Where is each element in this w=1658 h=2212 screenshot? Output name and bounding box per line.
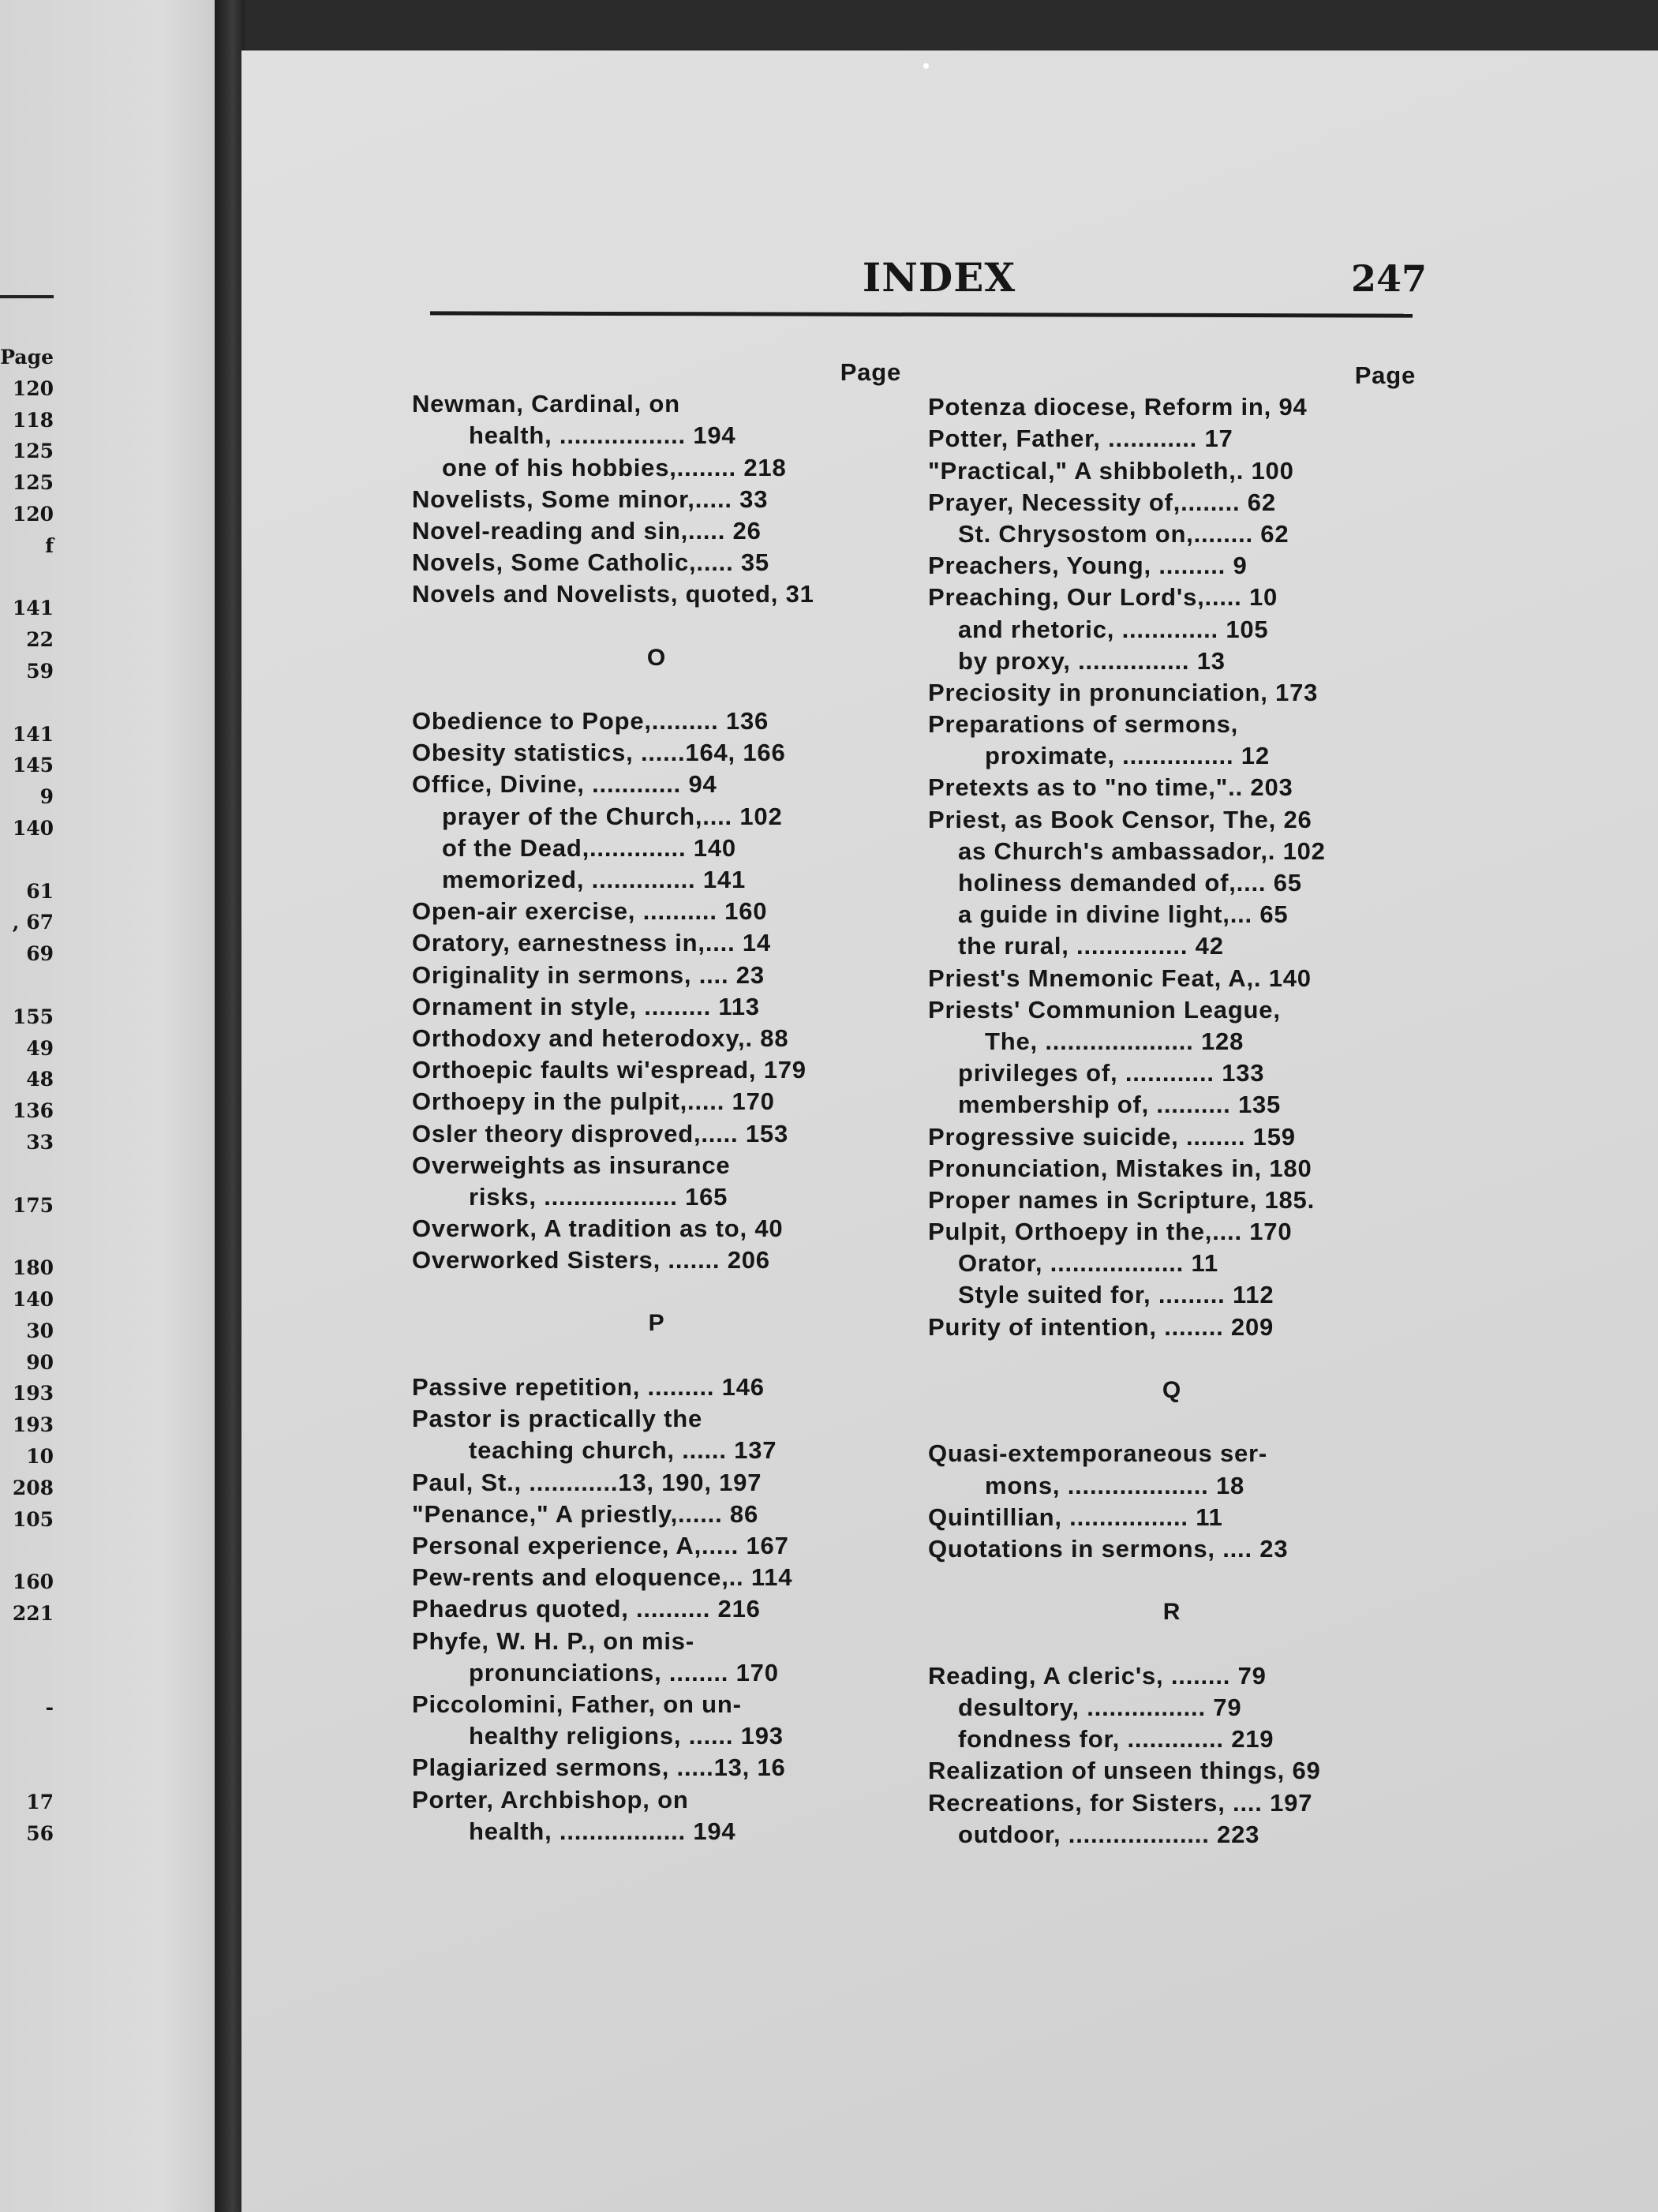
index-entry: Progressive suicide, ........ 159 — [928, 1122, 1296, 1151]
index-entry: Office, Divine, ............ 94 — [412, 770, 717, 799]
index-entry: "Penance," A priestly,...... 86 — [412, 1499, 758, 1528]
index-entry: prayer of the Church,.... 102 — [442, 802, 783, 830]
index-entry: Piccolomini, Father, on un- — [412, 1690, 742, 1718]
index-entry: Pretexts as to "no time,".. 203 — [928, 773, 1293, 802]
index-entry: proximate, ............... 12 — [985, 742, 1270, 770]
index-entry: Overwork, A tradition as to, 40 — [412, 1215, 784, 1243]
index-entry: Newman, Cardinal, on — [412, 390, 680, 418]
index-entry: membership of, .......... 135 — [958, 1091, 1282, 1119]
index-entry: Style suited for, ......... 112 — [958, 1281, 1274, 1309]
speck — [923, 63, 929, 69]
index-entry: health, ................. 194 — [469, 421, 736, 450]
index-entry: Preaching, Our Lord's,..... 10 — [928, 583, 1278, 612]
index-entry: holiness demanded of,.... 65 — [958, 869, 1302, 896]
previous-page-number: 145 — [12, 754, 54, 777]
index-entry: The, .................... 128 — [985, 1027, 1244, 1055]
previous-page-number: 105 — [12, 1507, 54, 1531]
index-entry: Plagiarized sermons, .....13, 16 — [412, 1754, 786, 1782]
index-entry: Pastor is practically the — [412, 1405, 703, 1433]
index-entry: Quasi-extemporaneous ser- — [928, 1439, 1268, 1468]
previous-page-number: 193 — [12, 1413, 54, 1437]
index-entry: Passive repetition, ......... 146 — [412, 1373, 765, 1402]
index-entry: healthy religions, ...... 193 — [469, 1722, 784, 1750]
index-entry: Overweights as insurance — [412, 1151, 731, 1179]
previous-page-number: 30 — [26, 1319, 54, 1342]
index-entry: Pronunciation, Mistakes in, 180 — [928, 1154, 1312, 1182]
page-column-label: Page — [1354, 361, 1416, 389]
index-entry: Priest's Mnemonic Feat, A,. 140 — [928, 964, 1312, 992]
index-section-letter: R — [1162, 1599, 1181, 1626]
index-entry: Potenza diocese, Reform in, 94 — [928, 393, 1308, 421]
index-entry: a guide in divine light,... 65 — [958, 900, 1289, 929]
index-entry: memorized, .............. 141 — [442, 866, 746, 894]
index-entry: mons, ................... 18 — [985, 1471, 1245, 1499]
previous-page-number: - — [45, 1696, 54, 1720]
previous-page-number: 125 — [12, 440, 54, 463]
previous-page-number: 90 — [26, 1350, 54, 1374]
previous-page-number: 22 — [26, 628, 54, 652]
previous-page-number: 59 — [26, 660, 54, 683]
index-entry: Orator, .................. 11 — [958, 1249, 1218, 1278]
index-entry: Quintillian, ................ 11 — [928, 1503, 1223, 1531]
index-entry: Orthoepic faults wi'espread, 179 — [412, 1056, 807, 1084]
index-entry: Priests' Communion League, — [928, 995, 1281, 1024]
previous-page-number: 141 — [12, 597, 54, 620]
book-gutter — [215, 0, 245, 2212]
index-entry: desultory, ................ 79 — [958, 1693, 1242, 1721]
index-section-letter: P — [648, 1310, 665, 1337]
index-entry: Recreations, for Sisters, .... 197 — [928, 1788, 1313, 1817]
index-entry: outdoor, ................... 223 — [958, 1820, 1260, 1848]
index-section-letter: O — [646, 644, 667, 671]
index-entry: Reading, A cleric's, ........ 79 — [928, 1661, 1267, 1690]
index-entry: Novels, Some Catholic,..... 35 — [412, 548, 769, 577]
index-entry: privileges of, ............ 133 — [958, 1059, 1265, 1087]
previous-page-rule — [0, 295, 54, 298]
index-entry: Obesity statistics, ......164, 166 — [412, 739, 786, 767]
index-entry: Phaedrus quoted, .......... 216 — [412, 1595, 761, 1623]
previous-page-number: 155 — [12, 1005, 54, 1028]
previous-page-number: 175 — [12, 1193, 54, 1217]
previous-page-number: 17 — [26, 1790, 54, 1813]
index-entry: pronunciations, ........ 170 — [469, 1658, 779, 1686]
index-entry: Preciosity in pronunciation, 173 — [928, 678, 1319, 706]
page-column-label: Page — [840, 358, 901, 386]
index-entry: Priest, as Book Censor, The, 26 — [928, 805, 1312, 833]
index-entry: Obedience to Pope,......... 136 — [412, 707, 769, 735]
previous-page-number: 193 — [12, 1382, 54, 1405]
index-entry: Oratory, earnestness in,.... 14 — [412, 929, 771, 957]
index-entry: Overworked Sisters, ....... 206 — [412, 1246, 770, 1274]
previous-page-fragment — [0, 0, 227, 2212]
previous-page-label: Page — [0, 346, 54, 369]
previous-page-number: 69 — [26, 942, 54, 966]
index-entry: health, ................. 194 — [469, 1817, 736, 1845]
index-entry: Paul, St., ............13, 190, 197 — [412, 1468, 762, 1496]
index-entry: "Practical," A shibboleth,. 100 — [928, 456, 1294, 485]
previous-page-number: 49 — [26, 1036, 54, 1060]
index-entry: teaching church, ...... 137 — [469, 1436, 777, 1465]
index-entry: Prayer, Necessity of,........ 62 — [928, 488, 1276, 516]
previous-page-number: 160 — [12, 1570, 54, 1594]
previous-page-number: f — [45, 533, 54, 557]
previous-page-number: 180 — [12, 1256, 54, 1280]
index-entry: Preparations of sermons, — [928, 710, 1239, 739]
index-entry: Realization of unseen things, 69 — [928, 1757, 1321, 1785]
index-entry: Pulpit, Orthoepy in the,.... 170 — [928, 1218, 1293, 1246]
index-entry: Novelists, Some minor,..... 33 — [412, 485, 769, 513]
index-entry: of the Dead,............. 140 — [442, 833, 736, 862]
index-entry: Osler theory disproved,..... 153 — [412, 1119, 788, 1147]
index-entry: Purity of intention, ........ 209 — [928, 1312, 1274, 1341]
previous-page-number: 208 — [12, 1476, 54, 1499]
index-entry: Phyfe, W. H. P., on mis- — [412, 1626, 694, 1655]
index-entry: Ornament in style, ......... 113 — [412, 992, 760, 1020]
index-entry: Pew-rents and eloquence,.. 114 — [412, 1563, 793, 1592]
previous-page-number: , 67 — [12, 911, 54, 934]
previous-page-number: 48 — [26, 1068, 54, 1091]
index-entry: St. Chrysostom on,........ 62 — [958, 519, 1289, 548]
previous-page-number: 120 — [12, 503, 54, 526]
index-entry: Orthoepy in the pulpit,..... 170 — [412, 1087, 775, 1116]
previous-page-number: 125 — [12, 471, 54, 495]
index-entry: Quotations in sermons, .... 23 — [928, 1534, 1289, 1563]
previous-page-number: 221 — [12, 1602, 54, 1625]
page-number: 247 — [1351, 257, 1428, 300]
index-entry: as Church's ambassador,. 102 — [958, 837, 1326, 865]
previous-page-number: 136 — [12, 1099, 54, 1123]
index-entry: Porter, Archbishop, on — [412, 1785, 689, 1813]
index-entry: and rhetoric, ............. 105 — [958, 615, 1269, 643]
previous-page-number: 140 — [12, 1288, 54, 1311]
index-entry: Preachers, Young, ......... 9 — [928, 552, 1248, 580]
index-entry: fondness for, ............. 219 — [958, 1725, 1274, 1754]
index-entry: Personal experience, A,..... 167 — [412, 1532, 789, 1559]
previous-page-number: 10 — [26, 1445, 54, 1468]
index-entry: Proper names in Scripture, 185. — [928, 1185, 1315, 1214]
previous-page-number: 141 — [12, 722, 54, 746]
previous-page-number: 33 — [26, 1131, 54, 1154]
index-entry: by proxy, ............... 13 — [958, 646, 1226, 675]
index-entry: Novels and Novelists, quoted, 31 — [412, 580, 814, 608]
index-entry: risks, .................. 165 — [469, 1182, 728, 1211]
index-entry: Novel-reading and sin,..... 26 — [412, 516, 762, 545]
index-section-letter: Q — [1162, 1376, 1182, 1403]
previous-page-number: 61 — [26, 879, 54, 903]
previous-page-number: 118 — [12, 408, 54, 432]
index-entry: Orthodoxy and heterodoxy,. 88 — [412, 1024, 789, 1052]
previous-page-number: 140 — [12, 817, 54, 840]
previous-page-number: 120 — [12, 376, 54, 400]
index-entry: one of his hobbies,........ 218 — [442, 453, 787, 481]
page-title: INDEX — [862, 254, 1016, 301]
index-entry: Potter, Father, ............ 17 — [928, 425, 1233, 453]
index-entry: Originality in sermons, .... 23 — [412, 960, 765, 989]
previous-page-number: 9 — [39, 785, 54, 809]
index-column-left — [412, 357, 901, 1847]
index-column-right — [928, 360, 1416, 1851]
index-entry: Open-air exercise, .......... 160 — [412, 897, 768, 926]
index-entry: the rural, ............... 42 — [958, 932, 1224, 960]
previous-page-number: 56 — [26, 1821, 54, 1845]
